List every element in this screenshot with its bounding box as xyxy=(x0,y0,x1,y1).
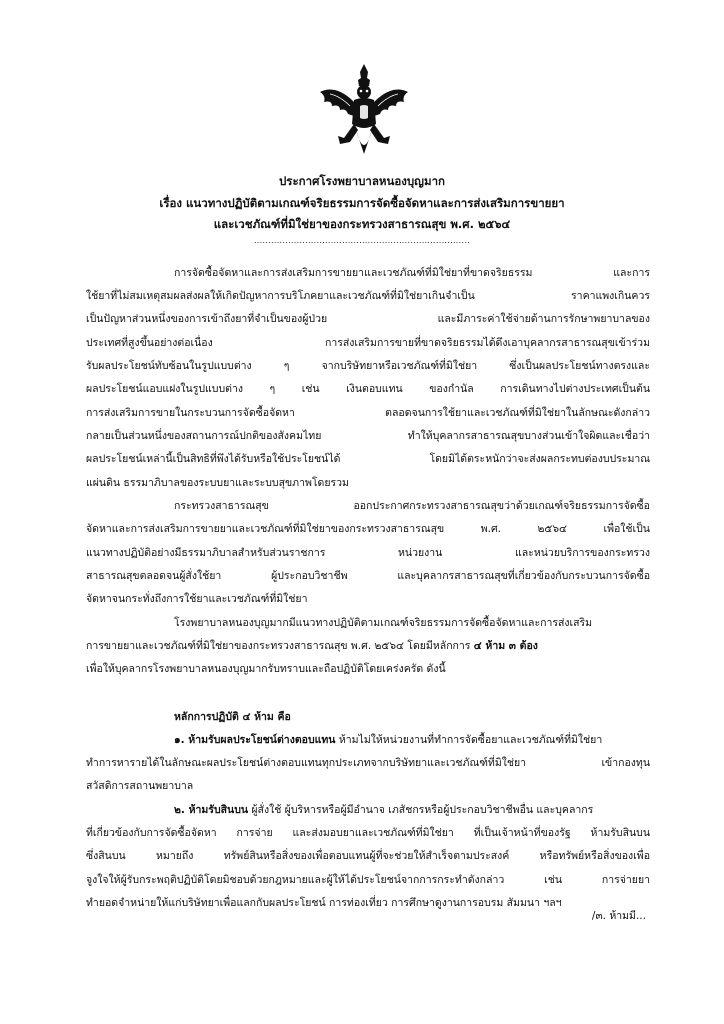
paragraph-line: ผลประโยชน์แอบแฝงในรูปแบบต่าง ๆ เช่น เงินตอบแทน ของกำนัล การเดินทางไปต่างประเทศเป็นต้น xyxy=(86,383,650,395)
paragraph-line: สาธารณสุขตลอดจนผู้สั่งใช้ยา ผู้ประกอบวิชาชีพ และบุคลากรสาธารณสุขที่เกี่ยวข้องกับกระบวนการจัดซื้อ xyxy=(86,570,650,582)
paragraph-line: ประเทศที่สูงขึ้นอย่างต่อเนื่อง การส่งเสริมการขายที่ขาดจริยธรรมได้ดึงเอาบุคลากรสาธารณสุขเข้าร่วม xyxy=(86,337,650,349)
paragraph-line: จัดหาจนกระทั่งถึงการใช้ยาและเวชภัณฑ์ที่มิใช่ยา xyxy=(86,593,308,605)
continuation-marker: /๓. ห้ามมี... xyxy=(591,910,646,922)
announcement-heading: ประกาศโรงพยาบาลหนองบุญมาก xyxy=(279,174,445,188)
paragraph-line: การจัดซื้อจัดหาและการส่งเสริมการขายยาและเวชภัณฑ์ที่มิใช่ยาที่ขาดจริยธรรม และการ xyxy=(174,267,650,279)
paragraph-line: ใช้ยาที่ไม่สมเหตุสมผลส่งผลให้เกิดปัญหาการบริโภคยาและเวชภัณฑ์ที่มิใช่ยาเกินจำเป็น ราคาแพงเกินควร xyxy=(86,290,650,302)
paragraph-text: การขายยาและเวชภัณฑ์ที่มิใช่ยาของกระทรวงสาธารณสุข พ.ศ. ๒๕๖๔ โดยมีหลักการ xyxy=(86,640,474,652)
paragraph-line: แนวทางปฏิบัติอย่างมีธรรมาภิบาลสำหรับส่วนราชการ หน่วยงาน และหน่วยบริการของกระทรวง xyxy=(86,547,650,559)
item-title: ๑. ห้ามรับผลประโยชน์ต่างตอบแทน xyxy=(174,734,336,746)
item-line: จูงใจให้ผู้รับกระพฤติปฏิบัติโดยมิชอบด้วยกฎหมายและผู้ให้ได้ประโยชน์จากการกระทำดังกล่าว เช่น การจ่ายยา xyxy=(86,874,650,886)
principles-heading: หลักการปฏิบัติ ๔ ห้าม คือ xyxy=(174,711,291,723)
paragraph-line: กระทรวงสาธารณสุข ออกประกาศกระทรวงสาธารณสุขว่าด้วยเกณฑ์จริยธรรมการจัดซื้อ xyxy=(174,500,650,512)
item-line xyxy=(174,803,650,817)
paragraph-line xyxy=(86,639,650,653)
paragraph-line: ผลประโยชน์เหล่านี้เป็นสิทธิที่พึงได้รับหรือใช้ประโยชน์ได้ โดยมิได้ตระหนักว่าจะส่งผลกระทบต่องบประมาณ xyxy=(86,453,650,465)
item-line: ซึ่งสินบน หมายถึง ทรัพย์สินหรือสิ่งของเพื่อตอบแทนผู้ที่จะช่วยให้สำเร็จตามประสงค์ หรือทรัพย์หรือสิ่งของเพื่อ xyxy=(86,850,650,862)
paragraph-line: การส่งเสริมการขายในกระบวนการจัดซื้อจัดหา ตลอดจนการใช้ยาและเวชภัณฑ์ที่มิใช่ยาในลักษณะดังกล่าว xyxy=(86,407,650,419)
title-separator: ............................................................................ xyxy=(253,236,471,245)
item-line: ที่เกี่ยวข้องกับการจัดซื้อจัดหา การจ่าย และส่งมอบยาและเวชภัณฑ์ที่มิใช่ยา ที่เป็นเจ้าหน้าที่ของรัฐ ห้ามรับสินบน xyxy=(86,827,650,839)
garuda-emblem-icon xyxy=(316,62,412,162)
paragraph-line: โรงพยาบาลหนองบุญมากมีแนวทางปฏิบัติตามเกณฑ์จริยธรรมการจัดซื้อจัดหาและการส่งเสริม xyxy=(174,617,593,629)
paragraph-line: เพื่อให้บุคลากรโรงพยาบาลหนองบุญมากรับทราบและถือปฏิบัติโดยเคร่งครัด ดังนี้ xyxy=(86,663,446,675)
item-line: ทำยอดจำหน่ายให้แก่บริษัทยาเพื่อแลกกับผลประโยชน์ การท่องเที่ยว การศึกษาดูงานการอบรม สัมมนา ฯลฯ xyxy=(86,897,562,909)
item-line xyxy=(174,733,650,747)
paragraph-line: แผ่นดิน ธรรมาภิบาลของระบบยาและระบบสุขภาพโดยรวม xyxy=(86,477,349,489)
paragraph-line: กลายเป็นส่วนหนึ่งของสถานการณ์ปกติของสังคมไทย ทำให้บุคลากรสาธารณสุขบางส่วนเข้าใจผิดและเชื่อว่า xyxy=(86,430,650,442)
item-line: ทำการหารายได้ในลักษณะผลประโยชน์ต่างตอบแทนทุกประเภทจากบริษัทยาและเวชภัณฑ์ที่มิใช่ยา เข้ากองทุน xyxy=(86,757,650,769)
subject-line: เรื่อง แนวทางปฏิบัติตามเกณฑ์จริยธรรมการจัดซื้อจัดหาและการส่งเสริมการขายยา xyxy=(159,196,565,210)
item-text: ผู้สั่งใช้ ผู้บริหารหรือผู้มีอำนาจ เภสัชกรหรือผู้ประกอบวิชาชีพอื่น และบุคลากร xyxy=(248,804,594,816)
paragraph-line: เป็นปัญหาส่วนหนึ่งของการเข้าถึงยาที่จำเป็นของผู้ป่วย และมีภาระค่าใช้จ่ายด้านการรักษาพยาบาลของ xyxy=(86,313,650,325)
paragraph-line: รับผลประโยชน์ทับซ้อนในรูปแบบต่าง ๆ จากบริษัทยาหรือเวชภัณฑ์ที่มิใช่ยา ซึ่งเป็นผลประโยชน์ทางตรงและ xyxy=(86,360,650,372)
paragraph-line: จัดหาและการส่งเสริมการขายยาและเวชภัณฑ์ที่มิใช่ยาของกระทรวงสาธารณสุข พ.ศ. ๒๕๖๔ เพื่อใช้เป็น xyxy=(86,523,650,535)
principle-summary: ๔ ห้าม ๓ ต้อง xyxy=(473,640,538,652)
item-text: ห้ามไม่ให้หน่วยงานที่ทำการจัดซื้อยาและเวชภัณฑ์ที่มิใช่ยา xyxy=(335,734,603,746)
item-line: สวัสดิการสถานพยาบาล xyxy=(86,780,194,792)
item-title: ๒. ห้ามรับสินบน xyxy=(174,804,249,816)
subject-line-continued: และเวชภัณฑ์ที่มิใช่ยาของกระทรวงสาธารณสุข พ.ศ. ๒๕๖๔ xyxy=(213,217,511,231)
